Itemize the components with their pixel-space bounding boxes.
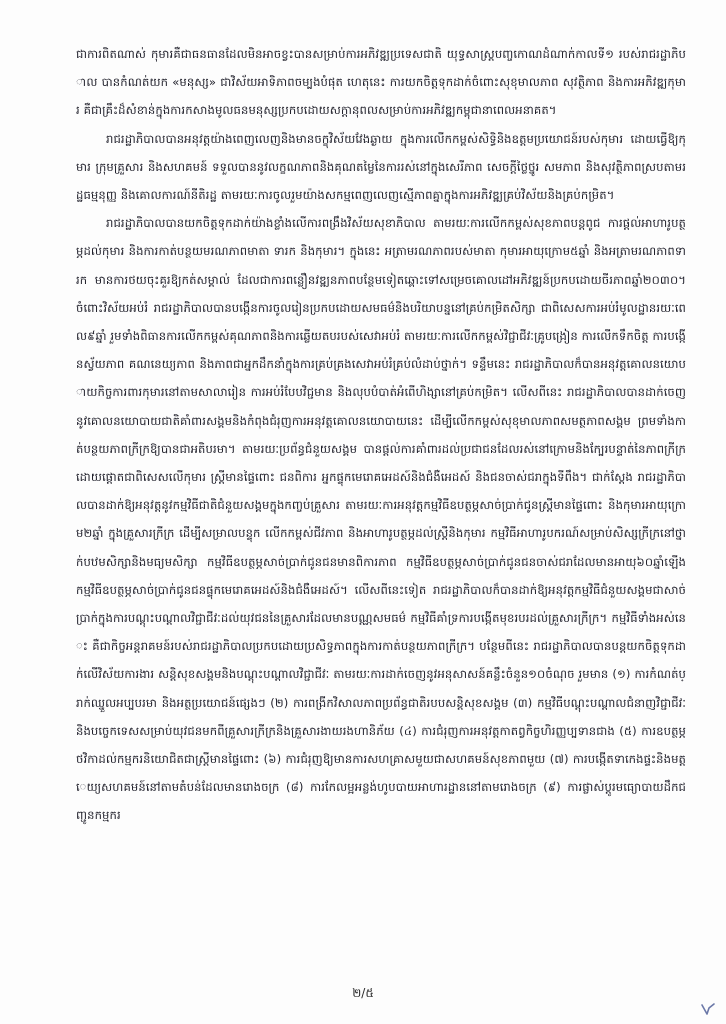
document-body: [76, 40, 686, 830]
page-number: ២/៥: [352, 986, 374, 1000]
paragraph-3: រាជរដ្ឋាភិបាលបានយកចិត្តទុកដាក់យ៉ាងខ្លាំងលើការពង្រឹងវិស័យសុខាភិបាល តាមរយៈការលើកកម្ពស់សុខភាពបន្តពូជ ការផ្តល់អាហារូបត្ថម្ភដល់កុមារ និងការកាត់បន្ថយមរណភាពមាតា ទារក និងកុមារ។ ក្នុងនេះ អត្រាមរណភាពរបស់មាតា កុមារអាយុក្រោម៥ឆ្នាំ និងអត្រាមរណភាពទារក មានការថយចុះគួរឱ្យកត់សម្គាល់ ដែលជាការពន្លឿនវឌ្ឍនភាពបន្ថែមទៀតឆ្ពោះទៅសម្រេចគោលដៅអភិវឌ្ឍន៍ប្រកបដោយចីរភាពឆ្នាំ២០៣០។ ចំពោះវិស័យអប់រំ រាជរដ្ឋាភិបាលបានបង្កើនការចូលរៀនប្រកបដោយសមធម៌និងបរិយាបន្ននៅគ្រប់កម្រិតសិក្សា ជាពិសេសការអប់រំមូលដ្ឋានរយៈពេល៩ឆ្នាំ រួមទាំងពិធានការលើកកម្ពស់គុណភាពនិងការឆ្លើយតបរបស់សេវាអប់រំ តាមរយៈការលើកកម្ពស់វិជ្ជាជីវៈគ្រូបង្រៀន ការលើកទឹកចិត្ត ការបង្កើនស្វ័យភាព គណនេយ្យភាព និងភាពជាអ្នកដឹកនាំក្នុងការគ្រប់គ្រងសេវាអប់រំគ្រប់លំដាប់ថ្នាក់។ ទន្ទឹមនេះ រាជរដ្ឋាភិបាលក៏បានអនុវត្តគោលនយោបាយកិច្ចការពារកុមារនៅតាមសាលារៀន ការអប់រំបែបវិជ្ជមាន និងលុបបំបាត់អំពើហិង្សានៅគ្រប់កម្រិត។ លើសពីនេះ រាជរដ្ឋាភិបាលបានដាក់ចេញនូវគោលនយោបាយជាតិគាំពារសង្គមនិងកំពុងជំរុញការអនុវត្តគោលនយោបាយនេះ ដើម្បីលើកកម្ពស់សុខុមាលភាពសមត្ថភាពសង្គម ព្រមទាំងកាត់បន្ថយភាពក្រីក្រឱ្យបានជាអតិបរមា។ តាមរយៈប្រព័ន្ធជំនួយសង្គម បានផ្តល់ការគាំពារដល់ប្រជាជនដែលរស់នៅក្រោមនិងក្បែរបន្ទាត់នៃភាពក្រីក្រ ដោយផ្តោតជាពិសេសលើកុមារ ស្ត្រីមានផ្ទៃពោះ ជនពិការ អ្នកផ្ទុកមេរោគអេដស៍និងជំងឺអេដស៍ និងជនចាស់ជរាក្នុងទីពឹង។ ជាក់ស្តែង រាជរដ្ឋាភិបាលបានដាក់ឱ្យអនុវត្តនូវកម្មវិធីជាតិជំនួយសង្គមក្នុងកញ្ចប់គ្រួសារ តាមរយៈការអនុវត្តកម្មវិធីឧបត្ថម្ភសាច់ប្រាក់ជូនស្ត្រីមានផ្ទៃពោះ និងកុមារអាយុក្រោម២ឆ្នាំ ក្នុងគ្រួសារក្រីក្រ ដើម្បីសម្រាលបន្ទុក លើកកម្ពស់ជីវភាព និងអាហារូបត្ថម្ភដល់ស្ត្រីនិងកុមារ កម្មវិធីអាហារូបករណ៍សម្រាប់សិស្សក្រីក្រនៅថ្នាក់បឋមសិក្សានិងមធ្យមសិក្សា កម្មវិធីឧបត្ថម្ភសាច់ប្រាក់ជូនជនមានពិការភាព កម្មវិធីឧបត្ថម្ភសាច់ប្រាក់ជូនជនចាស់ជរាដែលមានអាយុ៦០ឆ្នាំឡើង កម្មវិធីឧបត្ថម្ភសាច់ប្រាក់ជូនជនផ្ទុកមេរោគអេដស៍និងជំងឺអេដស៍។ លើសពីនេះទៀត រាជរដ្ឋាភិបាលក៏បានដាក់ឱ្យអនុវត្តកម្មវិធីជំនួយសង្គមជាសាច់ប្រាក់ក្នុងការបណ្តុះបណ្តាលវិជ្ជាជីវៈដល់យុវជននៃគ្រួសារដែលមានបណ្ណសមធម៌ កម្មវិធីគាំទ្រការបង្កើតមុខរបរដល់គ្រួសារក្រីក្រ។ កម្មវិធីទាំងអស់នេះ គឺជាកិច្ចអន្តរាគមន៍របស់រាជរដ្ឋាភិបាលប្រកបដោយប្រសិទ្ធភាពក្នុងការកាត់បន្ថយភាពក្រីក្រ។ បន្ថែមពីនេះ រាជរដ្ឋាភិបាលបានបន្តយកចិត្តទុកដាក់លើវិស័យការងារ សន្តិសុខសង្គមនិងបណ្តុះបណ្តាលវិជ្ជាជីវៈ តាមរយៈការដាក់ចេញនូវអនុសាសន៍គន្លឹះចំនួន១០ចំណុច រួមមាន (១) ការកំណត់ប្រាក់ឈ្នួលអប្បបរមា និងអត្ថប្រយោជន៍ផ្សេងៗ (២) ការពង្រីកវិសាលភាពប្រព័ន្ធជាតិរបបសន្តិសុខសង្គម (៣) កម្មវិធីបណ្តុះបណ្តាលជំនាញវិជ្ជាជីវៈ និងបច្ចេកទេសសម្រាប់យុវជនមកពីគ្រួសារក្រីក្រនិងគ្រួសារងាយរងហានិភ័យ (៤) ការជំរុញការអនុវត្តកាតព្វកិច្ចហិរញ្ញប្បទានជាង (៥) ការឧបត្ថម្ភថវិកាដល់កម្មករនិយោជិតជាស្ត្រីមានផ្ទៃពោះ (៦) ការជំរុញឱ្យមានការសហគ្រាសមួយជាសហគមន៍សុខភាពមួយ (៧) ការបង្កើតទាកេងផ្ទះនិងមត្តេយ្យសហគមន៍នៅតាមតំបន់ដែលមានរោងចក្រ (៨) ការកែលម្អអន្លង់ហូបបាយអាហារដ្ឋាននៅតាមរោងចក្រ (៩) ការផ្លាស់ប្តូរមធ្យោបាយដឹកជញ្ជូនកម្មករ: [76, 216, 687, 823]
paragraph-2: រាជរដ្ឋាភិបាលបានអនុវត្តយ៉ាងពេញលេញនិងមានចក្ខុវិស័យវែងឆ្ងាយ ក្នុងការលើកកម្ពស់សិទ្ធិនិងឧត្តមប្រយោជន៍របស់កុមារ ដោយធ្វើឱ្យកុមារ ក្រុមគ្រួសារ និងសហគមន៍ ទទួលបាននូវលក្ខណភាពនិងគុណតម្លៃនៃការរស់នៅក្នុងសេរីភាព សេចក្តីថ្លៃថ្នូរ សមភាព និងសុវត្ថិភាពស្របតាមរដ្ឋធម្មនុញ្ញ និងគោលការណ៍នីតិរដ្ឋ តាមរយៈការចូលរួមយ៉ាងសកម្មពេញលេញស្មើភាពគ្នាក្នុងការអភិវឌ្ឍគ្រប់វិស័យនិងគ្រប់កម្រិត។: [76, 131, 686, 203]
paragraph-1: ជាការពិតណាស់ កុមារគឺជាធនធានដែលមិនអាចខ្វះបានសម្រាប់ការអភិវឌ្ឍប្រទេសជាតិ យុទ្ធសាស្ត្របញ្ចកោណដំណាក់កាលទី១ របស់រាជរដ្ឋាភិបាល បានកំណត់យក «មនុស្ស» ជាវិស័យអាទិភាពចម្បងបំផុត ហេតុនេះ ការយកចិត្តទុកដាក់ចំពោះសុខុមាលភាព សុវត្ថិភាព និងការអភិវឌ្ឍកុមារ គឺជាគ្រឹះដ៏សំខាន់ក្នុងការកសាងមូលធនមនុស្សប្រកបដោយសក្តានុពលសម្រាប់ការអភិវឌ្ឍកម្ពុជានាពេលអនាគត។: [76, 47, 686, 118]
corner-mark-icon: [700, 1002, 716, 1016]
